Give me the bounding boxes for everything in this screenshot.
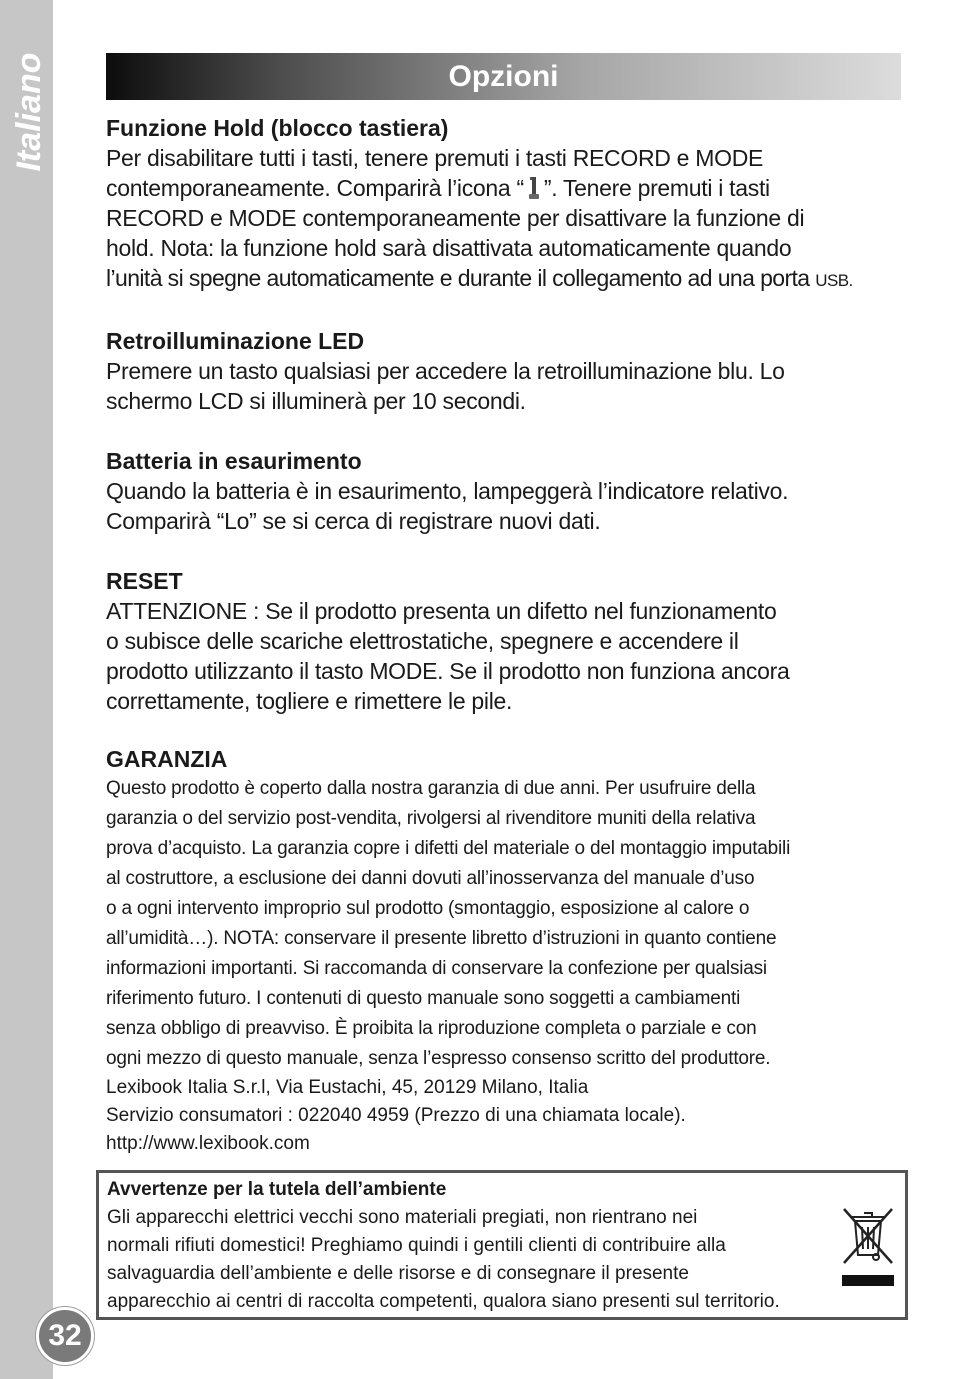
environment-text: [107, 1204, 887, 1316]
hold-line-2b: ”. Tenere premuti i tasti: [543, 175, 770, 201]
key-lock-icon: [527, 175, 541, 201]
reset-line-4: correttamente, togliere e rimettere le pile.: [106, 688, 513, 714]
reset-line-1: ATTENZIONE : Se il prodotto presenta un difetto nel funzionamento: [106, 598, 777, 624]
hold-heading: Funzione Hold (blocco tastiera): [106, 115, 449, 141]
reset-line-3: prodotto utilizzanto il tasto MODE. Se il prodotto non funziona ancora: [106, 658, 790, 684]
page-title: Opzioni: [448, 60, 559, 93]
usb-label: USB.: [815, 271, 853, 290]
warranty-line: riferimento futuro. I contenuti di questo manuale sono soggetti a cambiamenti: [106, 988, 741, 1009]
environment-line: apparecchio ai centri di raccolta competenti, qualora siano presenti sul territorio.: [107, 1291, 780, 1312]
reset-line-2: o subisce delle scariche elettrostatiche, spegnere e accendere il: [106, 628, 739, 654]
warranty-line: garanzia o del servizio post-vendita, rivolgersi al rivenditore muniti della relativa: [106, 808, 756, 829]
warranty-line: o a ogni intervento improprio sul prodotto (smontaggio, esposizione al calore o: [106, 898, 750, 919]
customer-service: Servizio consumatori : 022040 4959 (Prezzo di una chiamata locale).: [106, 1105, 686, 1126]
hold-line-3: RECORD e MODE contemporaneamente per disattivare la funzione di: [106, 205, 805, 231]
hold-line-2: [106, 173, 901, 203]
battery-line-1: Quando la batteria è in esaurimento, lampeggerà l’indicatore relativo.: [106, 478, 789, 504]
backlight-section: [106, 326, 901, 416]
environment-title: Avvertenze per la tutela dell’ambiente: [107, 1179, 447, 1200]
environment-line: salvaguardia dell’ambiente e delle risorse e di consegnare il presente: [107, 1263, 689, 1284]
warranty-line: senza obbligo di preavviso. È proibita la riproduzione completa o parziale e con: [106, 1018, 757, 1039]
warranty-line: Questo prodotto è coperto dalla nostra garanzia di due anni. Per usufruire della: [106, 778, 756, 799]
warranty-line: ogni mezzo di questo manuale, senza l’espresso consenso scritto del produttore.: [106, 1048, 771, 1069]
hold-line-2a: contemporaneamente. Comparirà l’icona “: [106, 175, 524, 201]
crossed-out-wheelie-bin-icon: [838, 1199, 898, 1289]
backlight-heading: Retroilluminazione LED: [106, 328, 365, 354]
language-label: Italiano: [10, 52, 48, 172]
page-number-badge: 32: [36, 1307, 94, 1365]
warranty-line: all’umidità…). NOTA: conservare il presente libretto d’istruzioni in quanto contiene: [106, 928, 777, 949]
section-header: [106, 53, 901, 100]
company-address: Lexibook Italia S.r.l, Via Eustachi, 45, 20129 Milano, Italia: [106, 1077, 589, 1098]
backlight-line-2: schermo LCD si illuminerà per 10 secondi.: [106, 388, 526, 414]
warranty-line: informazioni importanti. Si raccomanda di conservare la confezione per qualsiasi: [106, 958, 767, 979]
side-bar: [0, 0, 53, 1379]
hold-line-4: hold. Nota: la funzione hold sarà disattivata automaticamente quando: [106, 235, 792, 261]
main-content: [106, 113, 901, 1158]
battery-heading: Batteria in esaurimento: [106, 448, 362, 474]
battery-section: [106, 446, 901, 536]
reset-heading: RESET: [106, 568, 183, 594]
warranty-section: [106, 744, 901, 1158]
warranty-line: prova d’acquisto. La garanzia copre i difetti del materiale o del montaggio imputabili: [106, 838, 791, 859]
warranty-heading: GARANZIA: [106, 746, 228, 772]
hold-section: [106, 113, 901, 296]
backlight-line-1: Premere un tasto qualsiasi per accedere la retroilluminazione blu. Lo: [106, 358, 785, 384]
battery-line-2: Comparirà “Lo” se si cerca di registrare nuovi dati.: [106, 508, 601, 534]
website-link[interactable]: http://www.lexibook.com: [106, 1133, 310, 1154]
hold-line-5-text: l’unità si spegne automaticamente e durante il collegamento ad una porta: [106, 265, 816, 291]
reset-section: [106, 566, 901, 716]
hold-line-1: Per disabilitare tutti i tasti, tenere premuti i tasti RECORD e MODE: [106, 145, 764, 171]
environment-line: Gli apparecchi elettrici vecchi sono materiali pregiati, non rientrano nei: [107, 1207, 698, 1228]
environment-notice: [96, 1170, 908, 1320]
hold-line-5: [106, 263, 901, 296]
warranty-line: al costruttore, a esclusione dei danni dovuti all’inosservanza del manuale d’uso: [106, 868, 755, 889]
environment-line: normali rifiuti domestici! Preghiamo quindi i gentili clienti di contribuire alla: [107, 1235, 726, 1256]
